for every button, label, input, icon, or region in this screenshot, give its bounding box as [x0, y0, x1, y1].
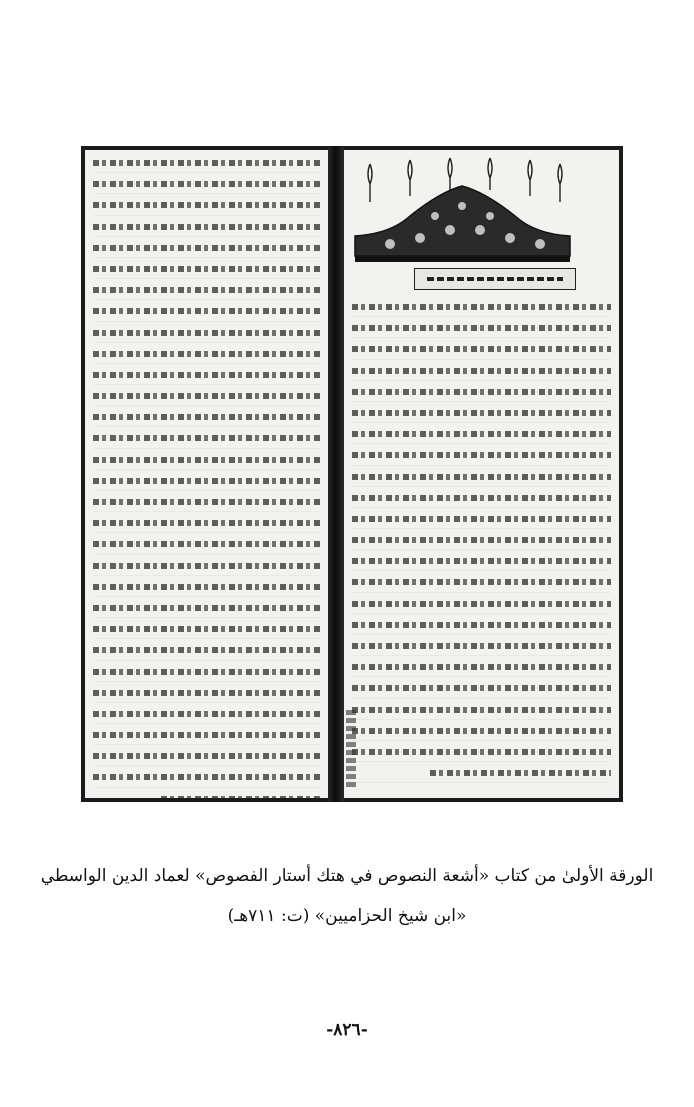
illumination-headpiece	[350, 156, 575, 266]
figure-caption-title: الورقة الأولىٰ من كتاب «أشعة النصوص في هتك أستار الفصوص» لعماد الدين الواسطي	[40, 866, 654, 886]
manuscript-scan	[81, 146, 623, 802]
manuscript-gutter	[328, 146, 344, 802]
basmala-heading-box	[414, 268, 576, 290]
page-number: -٨٢٦-	[326, 1020, 368, 1040]
manuscript-right-page	[344, 150, 619, 798]
figure-caption-author: «ابن شيخ الحزاميين» (ت: ٧١١هـ)	[227, 906, 467, 926]
right-page-text-block	[352, 296, 611, 783]
left-page-text-block	[93, 152, 320, 798]
margin-note	[346, 710, 356, 790]
manuscript-left-page	[85, 150, 328, 798]
